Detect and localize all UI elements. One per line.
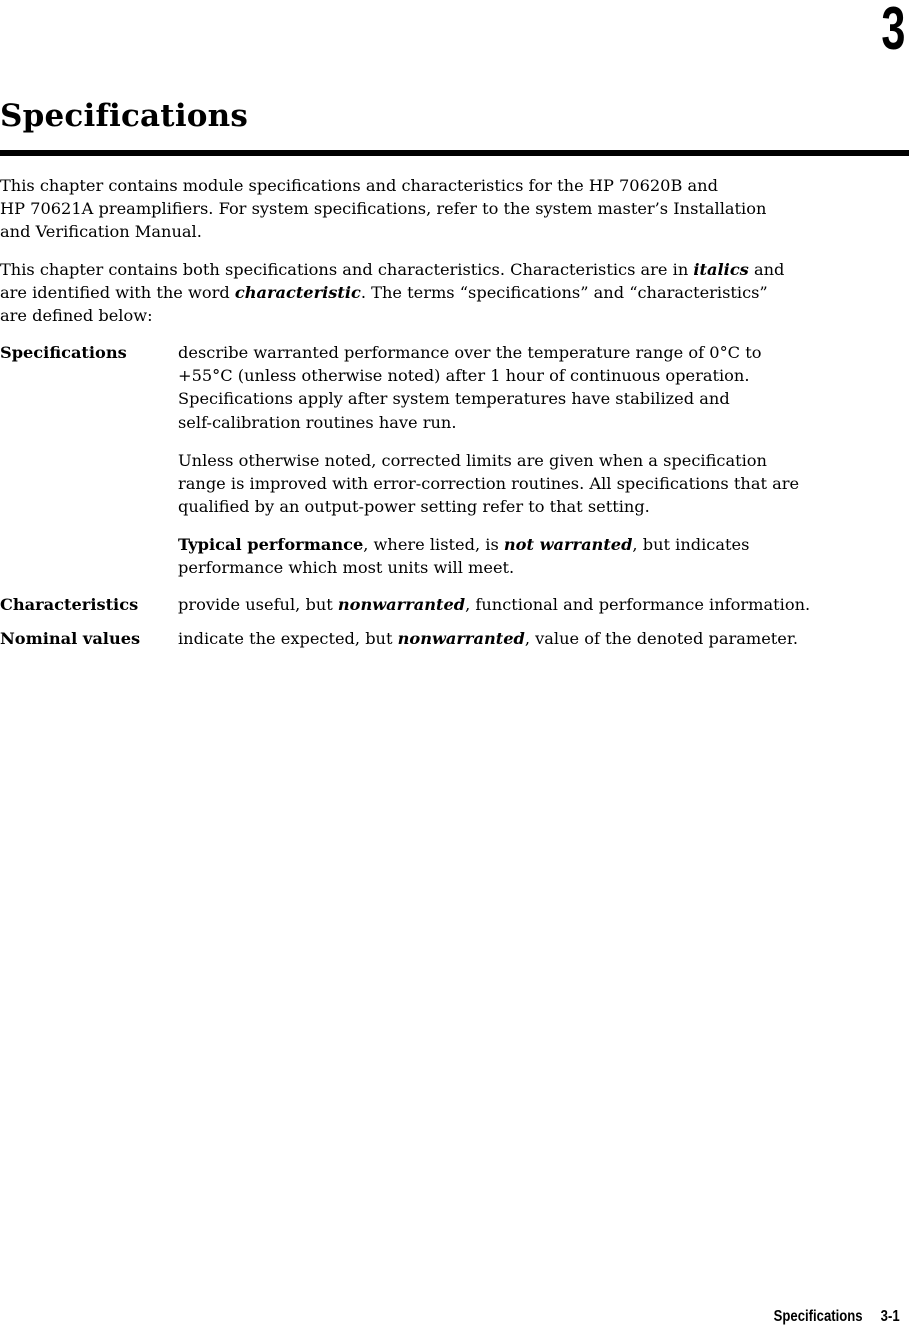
intro-p1-line-3: and Verification Manual.: [0, 222, 202, 242]
specifications-definition-3: [178, 533, 909, 579]
spec-def2-line-3: qualified by an output-power setting refer to that setting.: [178, 497, 650, 517]
typical-performance-label: Typical performance: [178, 535, 364, 554]
intro-p2-line-1: [0, 258, 900, 281]
title-rule: [0, 150, 909, 156]
page-footer: [774, 1307, 900, 1327]
text-run: , but indicates: [632, 535, 750, 554]
nonwarranted-text: nonwarranted: [337, 595, 466, 614]
spec-def-line-4: self-calibration routines have run.: [178, 412, 457, 432]
characteristics-definition: [178, 593, 909, 616]
italics-example: italics: [693, 260, 749, 279]
spec-def3-line-2: performance which most units will meet.: [178, 558, 515, 578]
text-run: are identified with the word: [0, 283, 235, 303]
term-specifications: Specifications: [0, 343, 127, 362]
spec-def2-line-1: Unless otherwise noted, corrected limits are given when a specification: [178, 451, 767, 470]
spec-def-line-2: +55°C (unless otherwise noted) after 1 hour of continuous operation.: [178, 366, 750, 386]
text-run: This chapter contains both specifications and characteristics. Characteristics are in: [0, 260, 694, 279]
chapter-number: 3: [880, 0, 905, 62]
text-run: indicate the expected, but: [178, 629, 398, 648]
text-run: provide useful, but: [178, 595, 338, 614]
spec-def3-line-1: [178, 533, 909, 556]
text-run: , functional and performance information.: [465, 595, 811, 614]
footer-section: Specifications: [774, 1308, 863, 1325]
intro-p2-line-3: are defined below:: [0, 306, 153, 326]
intro-paragraph-1: [0, 174, 900, 244]
spec-def-line-3: Specifications apply after system temperatures have stabilized and: [178, 389, 730, 409]
text-run: , value of the denoted parameter.: [524, 629, 798, 648]
term-nominal-values: Nominal values: [0, 629, 141, 648]
text-run: and: [748, 260, 785, 279]
char-def-line-1: [178, 593, 909, 616]
term-characteristics: Characteristics: [0, 595, 139, 614]
nominal-values-definition: [178, 627, 909, 650]
spec-def2-line-2: range is improved with error-correction routines. All specifications that are: [178, 474, 800, 494]
nonwarranted-text: nonwarranted: [397, 629, 525, 648]
specifications-definition-2: [178, 449, 909, 519]
characteristic-word: characteristic: [234, 283, 361, 303]
text-run: . The terms “specifications” and “characteristics”: [360, 283, 768, 303]
specifications-definition-1: [178, 341, 909, 434]
intro-p1-line-1: This chapter contains module specifications and characteristics for the HP 70620B and: [0, 176, 718, 195]
footer-page-number: 3-1: [881, 1308, 900, 1325]
intro-paragraph-2: [0, 258, 900, 328]
spec-def-line-1: describe warranted performance over the temperature range of 0°C to: [178, 343, 762, 362]
intro-p1-line-2: HP 70621A preamplifiers. For system specifications, refer to the system master’s Installation: [0, 199, 767, 219]
not-warranted-text: not warranted: [503, 535, 633, 554]
chapter-title: Specifications: [0, 98, 249, 134]
nominal-def-line-1: [178, 627, 909, 650]
text-run: , where listed, is: [363, 535, 504, 554]
intro-p2-line-2: [0, 281, 900, 304]
